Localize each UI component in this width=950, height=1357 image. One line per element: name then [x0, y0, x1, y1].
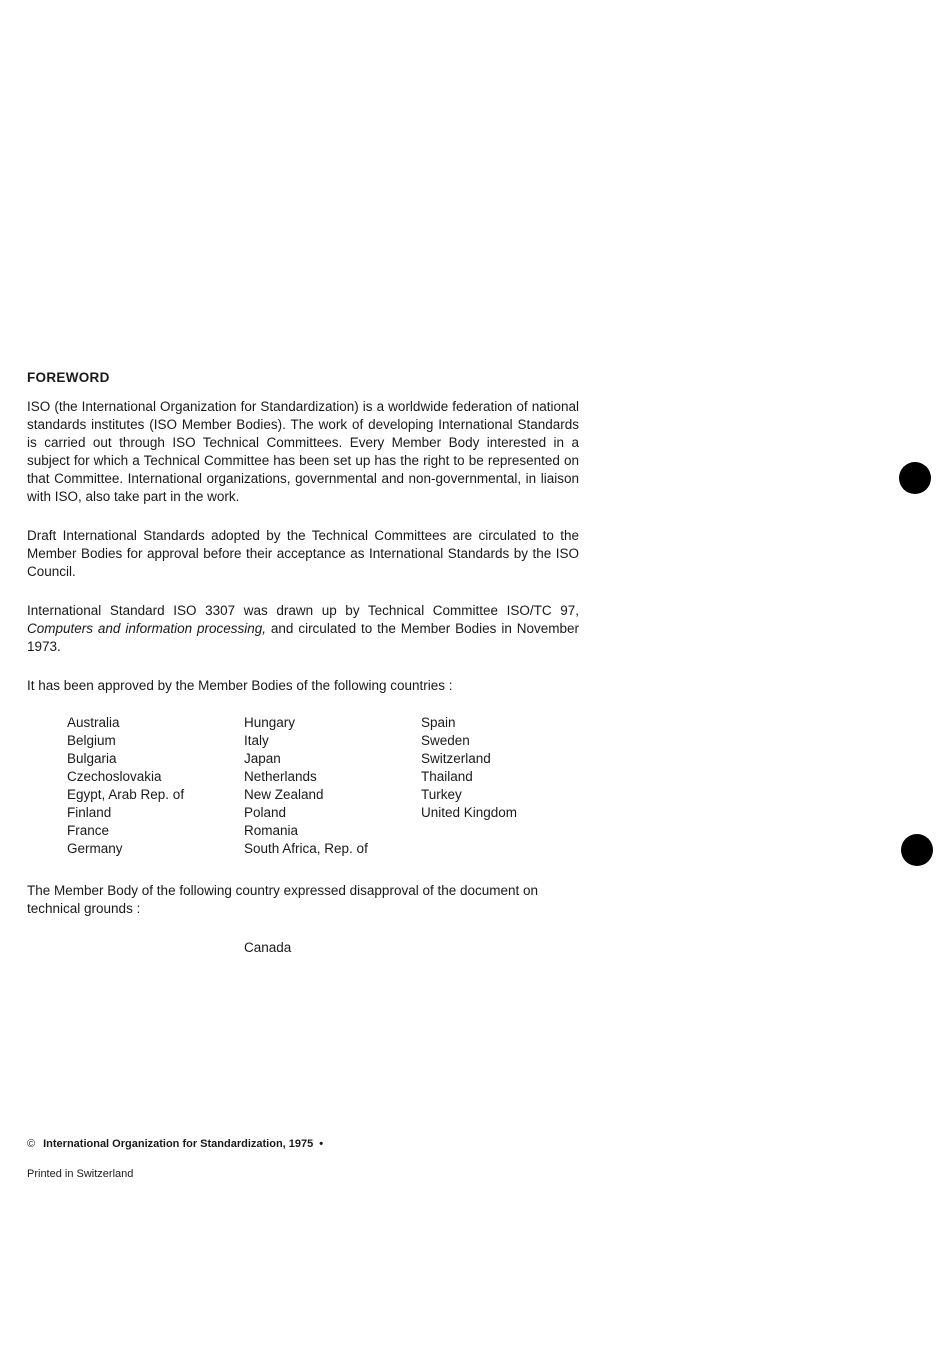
paragraph-approval: It has been approved by the Member Bodies of the following countries : [27, 678, 453, 693]
disapproving-country: Canada [244, 940, 292, 955]
paragraph-draft-standards: Draft International Standards adopted by the Technical Committees are circulated to the Member Bodies for approval before their acceptance as International Standards by the ISO Council. [27, 528, 579, 579]
country-item: Hungary [244, 715, 296, 730]
country-item: Italy [244, 733, 269, 748]
section-heading: FOREWORD [27, 370, 110, 385]
paragraph-disapproval: The Member Body of the following country expressed disapproval of the document on technical grounds : [27, 883, 539, 916]
country-item: Switzerland [421, 751, 491, 766]
country-column-3 [421, 714, 517, 822]
paragraph-standard-origin [27, 602, 579, 656]
country-item: Thailand [421, 769, 473, 784]
copyright-text: International Organization for Standardization, 1975 [43, 1138, 314, 1150]
paragraph-iso-intro: ISO (the International Organization for Standardization) is a worldwide federation of national standards institutes (ISO Member Bodies). The work of developing International Standards is carried out through ISO Technical Committees. Every Member Body interested in a subject for which a Technical Committee has been set up has the right to be represented on that Committee. International organizations, governmental and non-governmental, in liaison with ISO, also take part in the work. [27, 399, 579, 504]
standard-origin-date: and circulated to the Member Bodies in November 1973. [27, 621, 579, 654]
country-item: United Kingdom [421, 805, 518, 820]
country-item: France [67, 823, 110, 838]
country-item: Egypt, Arab Rep. of [67, 787, 185, 802]
country-item: Japan [244, 751, 281, 766]
country-item: South Africa, Rep. of [244, 841, 368, 856]
country-item: Netherlands [244, 769, 317, 784]
country-item: Bulgaria [67, 751, 117, 766]
country-item: Romania [244, 823, 299, 838]
standard-origin-text: International Standard ISO 3307 was drawn up by Technical Committee ISO/TC 97, [27, 603, 579, 618]
country-item: Turkey [421, 787, 462, 802]
country-item: Finland [67, 805, 112, 820]
country-item: Poland [244, 805, 287, 820]
country-item: Germany [67, 841, 123, 856]
country-item: Spain [421, 715, 456, 730]
country-column-2 [244, 714, 368, 858]
country-item: Belgium [67, 733, 116, 748]
copyright-line [27, 1136, 323, 1152]
printed-in-line: Printed in Switzerland [27, 1168, 134, 1180]
copyright-symbol: © [27, 1138, 36, 1150]
foreword-section [27, 369, 579, 918]
committee-title: Computers and information processing, [27, 621, 267, 636]
country-item: New Zealand [244, 787, 324, 802]
punch-hole-bottom [901, 834, 933, 866]
country-item: Australia [67, 715, 120, 730]
country-item: Sweden [421, 733, 470, 748]
punch-hole-top [899, 462, 931, 494]
country-item: Czechoslovakia [67, 769, 162, 784]
country-column-1 [67, 714, 184, 858]
copyright-bullet: • [319, 1138, 324, 1150]
approving-countries-list [67, 714, 567, 858]
